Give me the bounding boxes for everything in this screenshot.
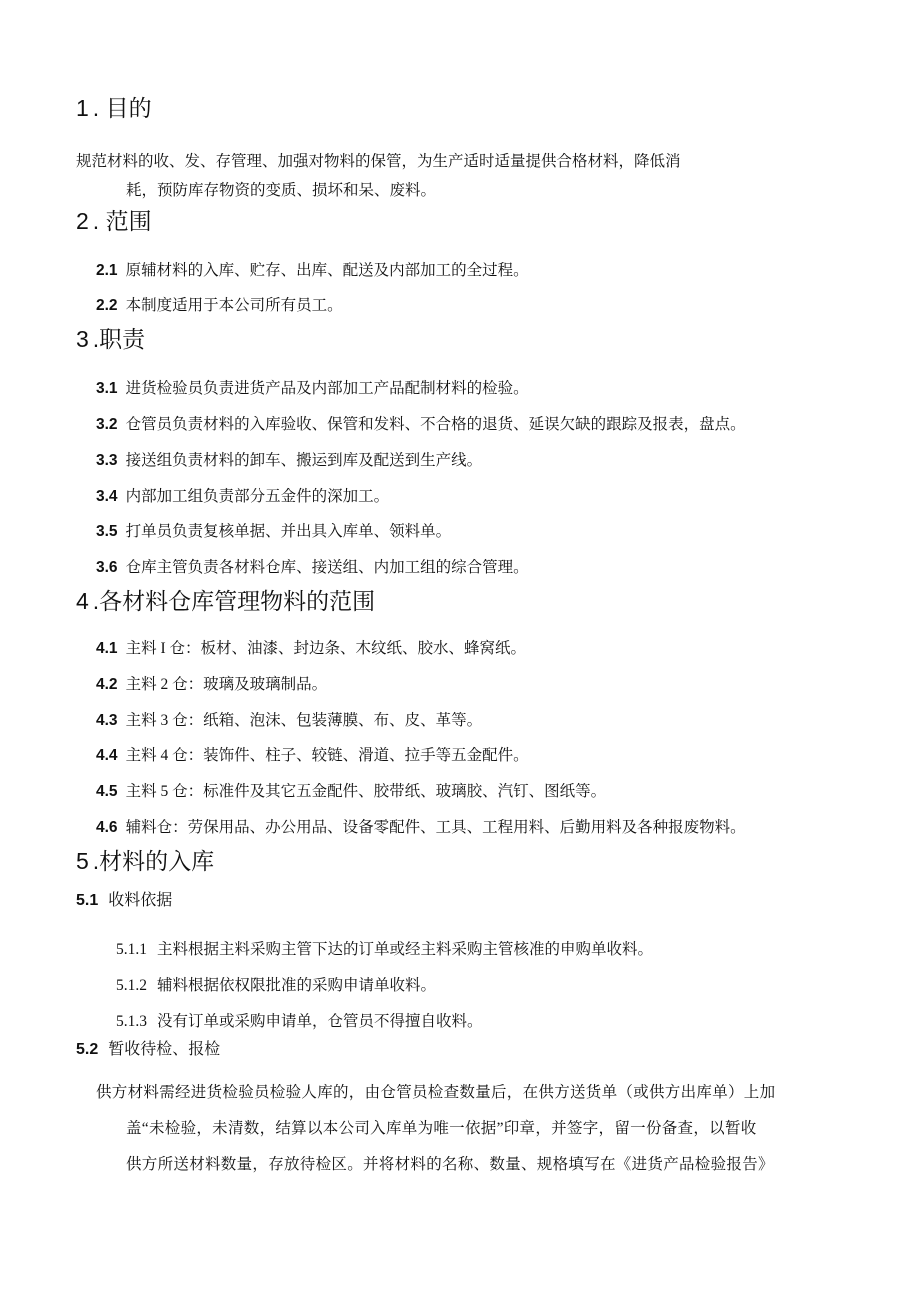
section-number: 2 [76,208,89,234]
section-title: .各材料仓库管理物料的范围 [92,588,376,614]
list-item: 4.4 主料 4 仓：装饰件、柱子、较链、滑道、拉手等五金配件。 [96,747,529,764]
list-item: 2.2 本制度适用于本公司所有员工。 [96,297,343,314]
subsection-5-1-heading: 5.1 收料依据 [76,892,173,909]
paragraph-line: 供方材料需经进货检验员检验人库的，由仓管员检查数量后，在供方送货单（或供方出库单）上加 [96,1084,776,1101]
list-item: 4.2 主料 2 仓：玻璃及玻璃制品。 [96,676,328,693]
list-item: 3.6 仓库主管负责各材料仓库、接送组、内加工组的综合管理。 [96,559,529,576]
section-2-heading [76,207,152,235]
sub-list-item: 5.1.3 没有订单或采购申请单，仓管员不得擅自收料。 [116,1013,483,1030]
sub-list-item: 5.1.1 主料根据主料采购主管下达的订单或经主料采购主管核准的申购单收料。 [116,941,654,958]
paragraph-line: 供方所送材料数量，存放待检区。并将材料的名称、数量、规格填写在《进货产品检验报告》 [126,1156,774,1173]
paragraph-line: 盖“未检验，未清数，结算以本公司入库单为唯一依据”印章，并签字，留一份备查，以暂收 [126,1120,757,1137]
list-item: 4.1 主料 I 仓：板材、油漆、封边条、木纹纸、胶水、蜂窝纸。 [96,640,526,657]
list-item: 3.4 内部加工组负责部分五金件的深加工。 [96,488,390,505]
section-number: 4 [76,588,89,614]
paragraph-line: 规范材料的收、发、存管理、加强对物料的保管，为生产适时适量提供合格材料，降低消 [76,153,681,170]
sub-list-item: 5.1.2 辅料根据依权限批准的采购申请单收料。 [116,977,437,994]
section-number: 3 [76,326,89,352]
subsection-5-2-heading: 5.2 暂收待检、报检 [76,1041,221,1058]
list-item: 3.1 进货检验员负责进货产品及内部加工产品配制材料的检验。 [96,380,529,397]
list-item: 3.5 打单员负责复核单据、并出具入库单、领料单。 [96,523,452,540]
section-title: .职责 [92,326,146,352]
list-item: 4.3 主料 3 仓：纸箱、泡沫、包装薄膜、布、皮、革等。 [96,712,483,729]
paragraph-line: 耗，预防库存物资的变质、损坏和呆、废料。 [126,182,437,199]
section-4-heading [76,587,375,615]
section-number: 5 [76,848,89,874]
list-item: 3.2 仓管员负责材料的入库验收、保管和发料、不合格的退货、延误欠缺的跟踪及报表，盘点。 [96,416,746,433]
list-item: 4.6 辅料仓：劳保用品、办公用品、设备零配件、工具、工程用料、后勤用料及各种报废物料。 [96,819,746,836]
section-5-heading [76,847,214,875]
section-1-heading [76,94,152,122]
section-title: . 目的 [92,95,152,121]
list-item: 3.3 接送组负责材料的卸车、搬运到库及配送到生产线。 [96,452,483,469]
section-title: .材料的入库 [92,848,215,874]
section-number: 1 [76,95,89,121]
section-3-heading [76,325,145,353]
section-title: . 范围 [92,208,152,234]
list-item: 2.1 原辅材料的入库、贮存、出库、配送及内部加工的全过程。 [96,262,529,279]
list-item: 4.5 主料 5 仓：标准件及其它五金配件、胶带纸、玻璃胶、汽钉、图纸等。 [96,783,607,800]
